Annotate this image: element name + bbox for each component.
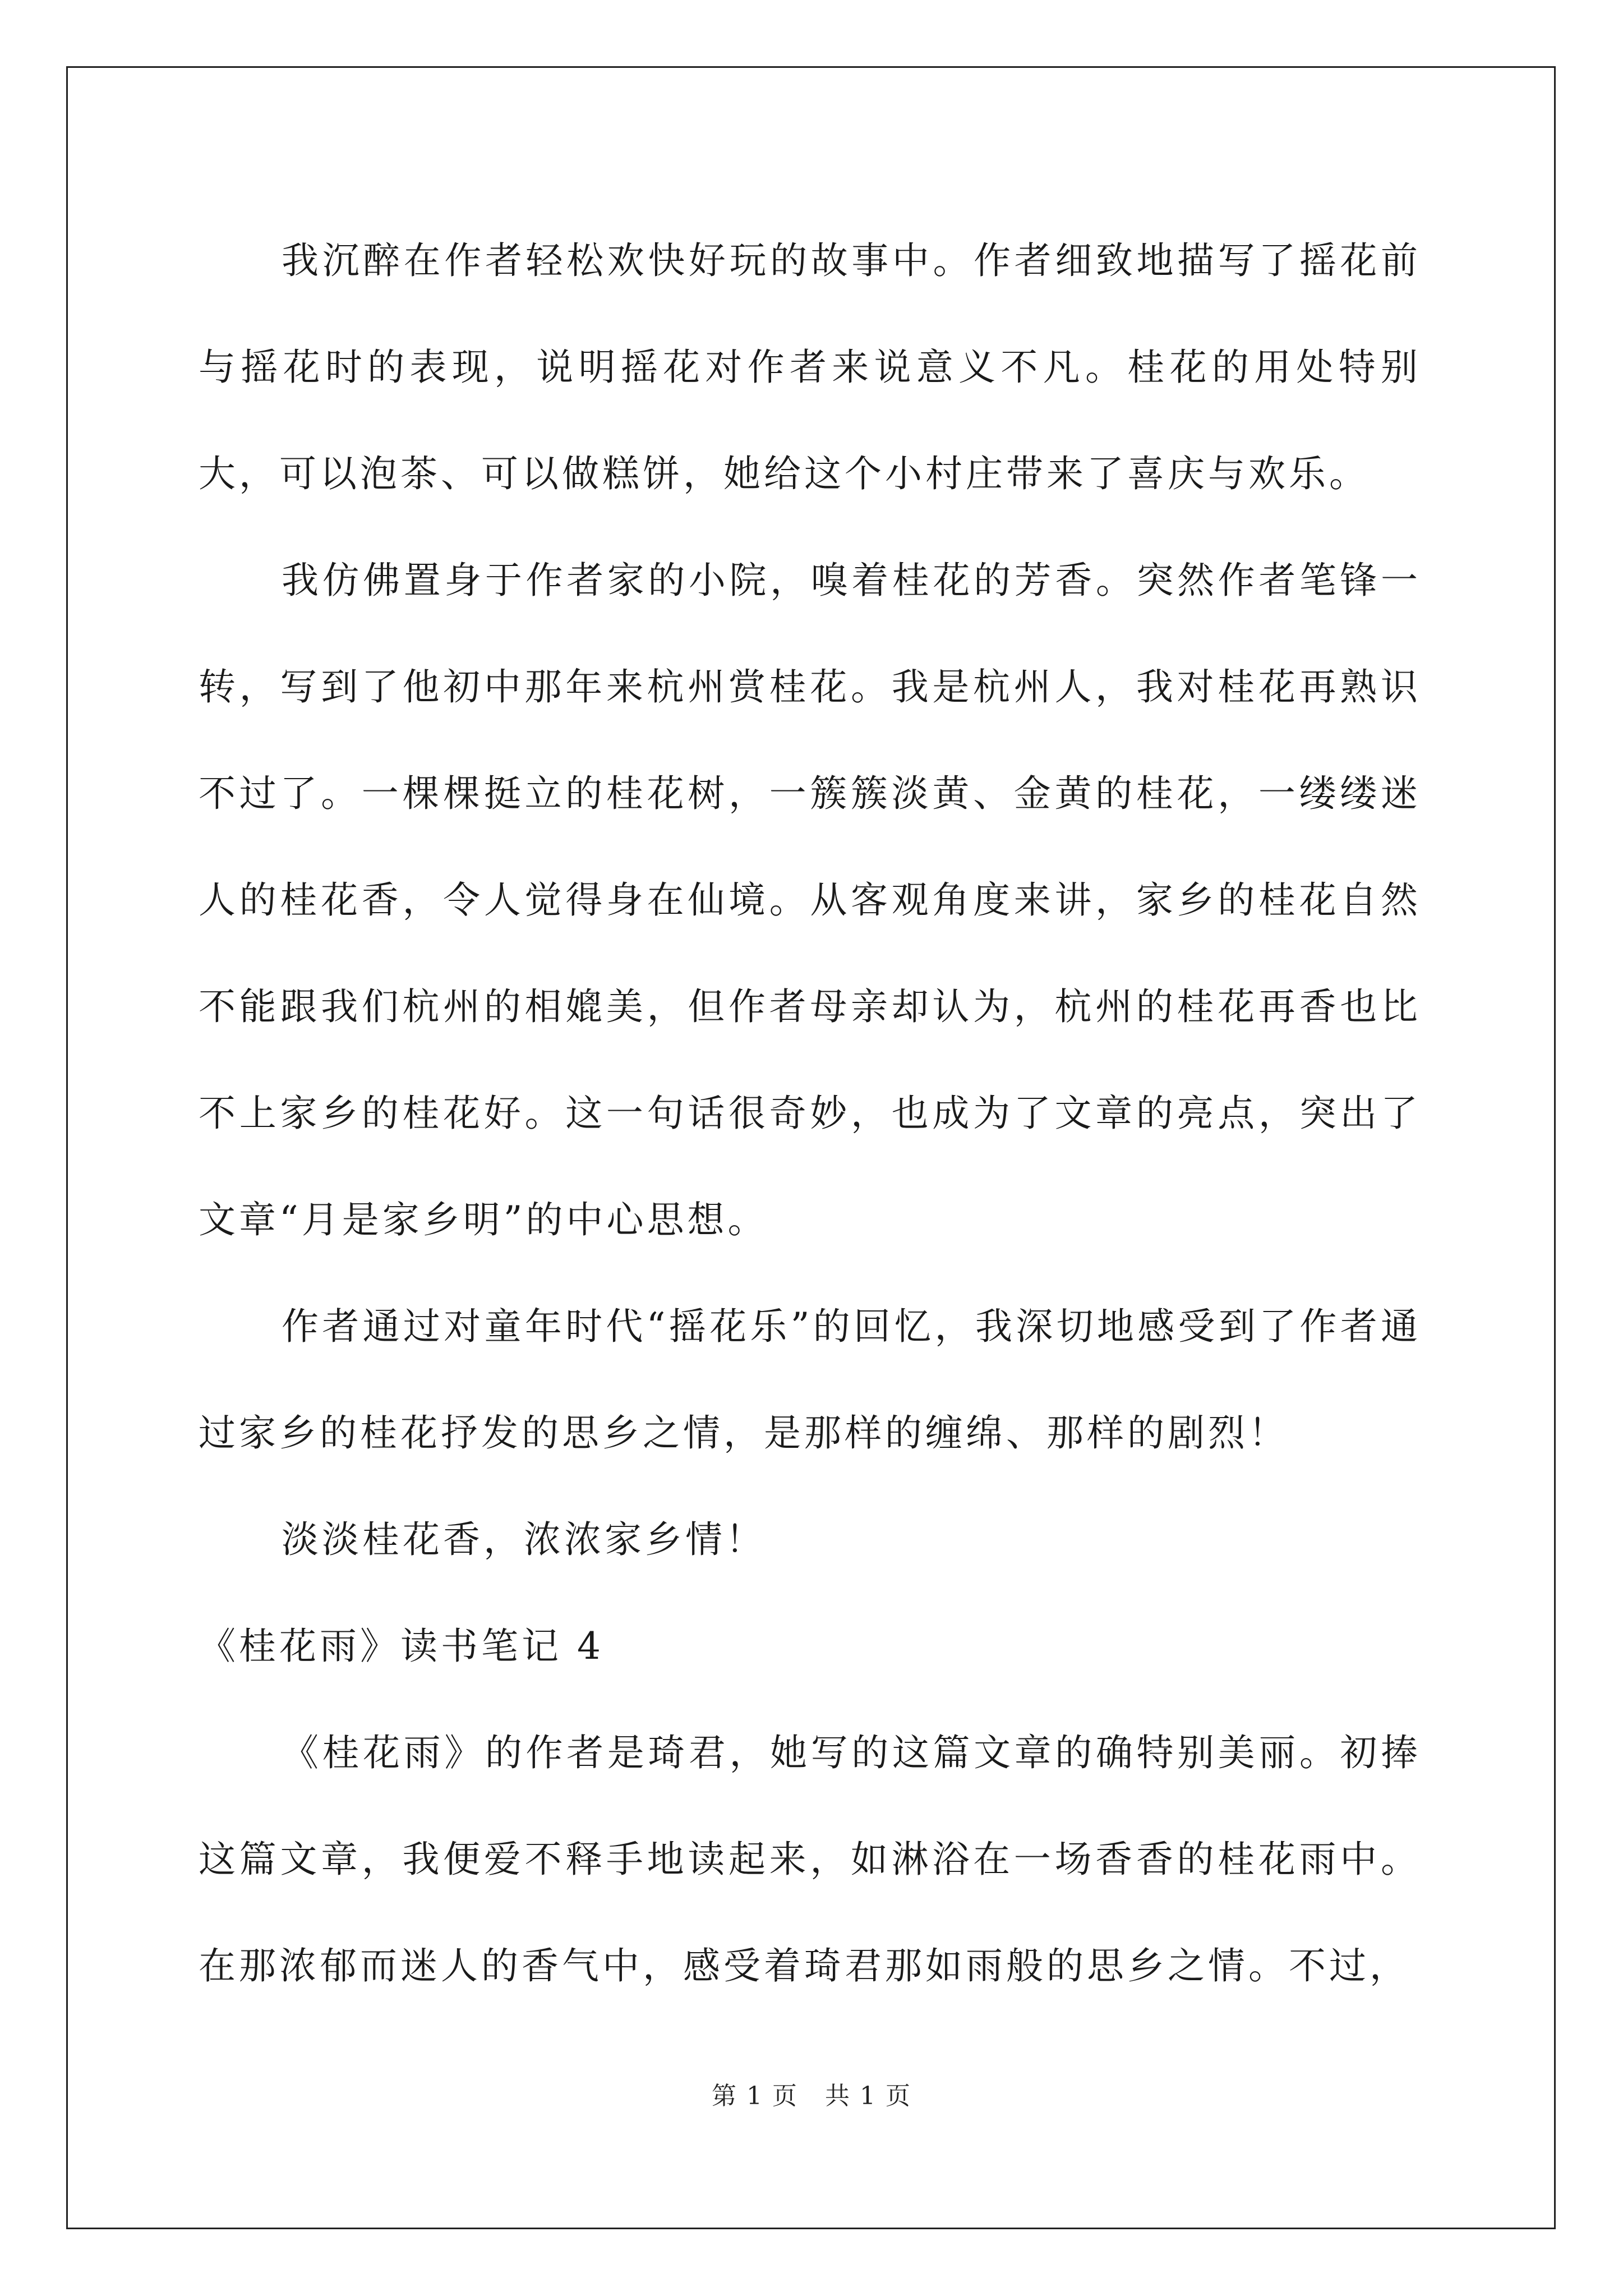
- paragraph: 我仿佛置身于作者家的小院，嗅着桂花的芳香。突然作者笔锋一转，写到了他初中那年来杭州赏桂花。我是杭州人，我对桂花再熟识不过了。一棵棵挺立的桂花树，一簇簇淡黄、金黄的桂花，一缕缕迷人的桂花香，令人觉得身在仙境。从客观角度来讲，家乡的桂花自然不能跟我们杭州的相媲美，但作者母亲却认为，杭州的桂花再香也比不上家乡的桂花好。这一句话很奇妙，也成为了文章的亮点，突出了文章“月是家乡明”的中心思想。: [199, 559, 1421, 1241]
- page-number-current: 第 1 页: [712, 2082, 798, 2110]
- paragraph: 《桂花雨》的作者是琦君，她写的这篇文章的确特别美丽。初捧这篇文章，我便爱不释手地读起来，如淋浴在一场香香的桂花雨中。在那浓郁而迷人的香气中，感受着琦君那如雨般的思乡之情。不过，: [199, 1731, 1421, 1987]
- paragraph: 我沉醉在作者轻松欢快好玩的故事中。作者细致地描写了摇花前与摇花时的表现，说明摇花对作者来说意义不凡。桂花的用处特别大，可以泡茶、可以做糕饼，她给这个小村庄带来了喜庆与欢乐。: [199, 239, 1421, 495]
- paragraph: 淡淡桂花香，浓浓家乡情！: [282, 1518, 766, 1561]
- section-heading: 《桂花雨》读书笔记 4: [199, 1625, 604, 1668]
- paragraph: 作者通过对童年时代“摇花乐”的回忆，我深切地感受到了作者通过家乡的桂花抒发的思乡之情，是那样的缠绵、那样的剧烈！: [199, 1305, 1421, 1455]
- page-footer: [0, 2076, 1623, 2111]
- page-number-total: 共 1 页: [825, 2082, 911, 2110]
- document-body: [199, 208, 1421, 2019]
